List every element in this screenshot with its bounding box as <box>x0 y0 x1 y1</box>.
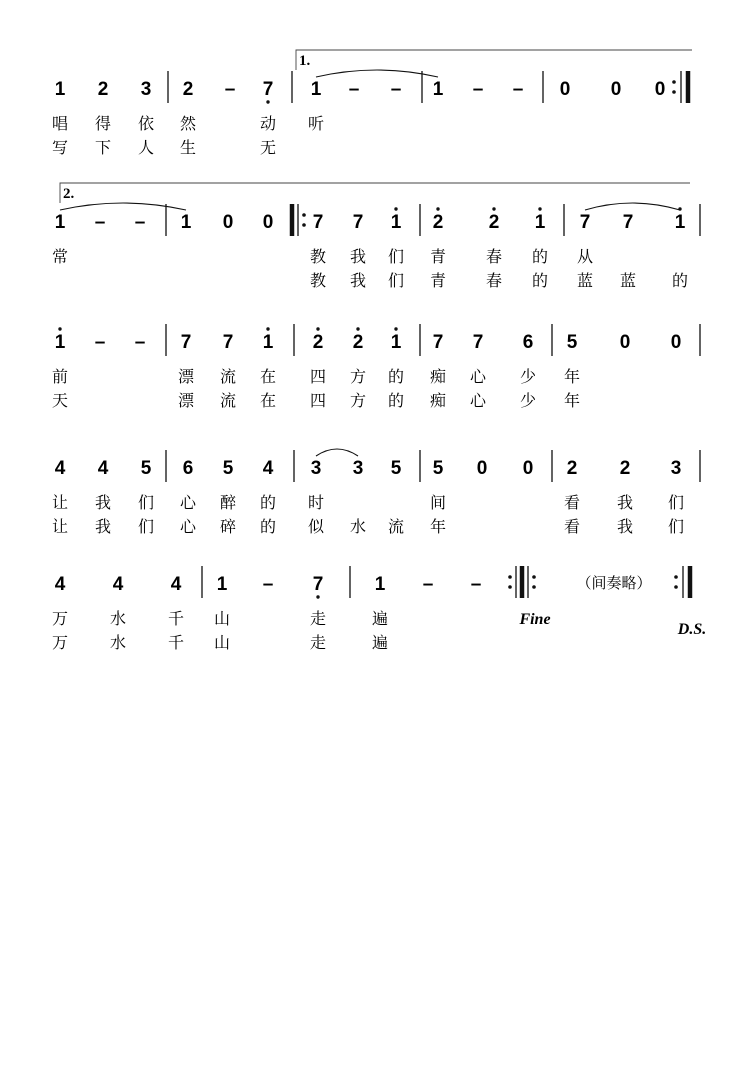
lyric-char: 间 <box>429 493 447 512</box>
jianpu-note: 7 <box>312 574 324 595</box>
repeat-dot <box>302 223 306 227</box>
lyric-char: 千 <box>167 633 185 652</box>
jianpu-note: 7 <box>352 212 364 233</box>
repeat-dot <box>532 585 536 589</box>
lyric-char: 蓝 <box>619 271 637 290</box>
lyric-char: 的 <box>387 391 405 410</box>
jianpu-note: 2 <box>619 458 631 479</box>
jianpu-note: 0 <box>670 332 682 353</box>
lyric-char: 心 <box>469 367 487 386</box>
jianpu-note: 1 <box>54 212 66 233</box>
tie-arc <box>316 70 438 77</box>
jianpu-note: 0 <box>559 79 571 100</box>
octave-high-dot <box>58 327 61 330</box>
lyric-char: 似 <box>307 517 325 536</box>
sustain-dash: – <box>134 332 146 353</box>
lyric-char: 然 <box>179 114 197 133</box>
lyric-char: 在 <box>259 367 277 386</box>
jianpu-note: 1 <box>432 79 444 100</box>
lyric-char: 青 <box>429 271 447 290</box>
jianpu-note: 3 <box>352 458 364 479</box>
lyric-char: 少 <box>519 367 537 386</box>
jianpu-note: 2 <box>432 212 444 233</box>
jianpu-note: 7 <box>222 332 234 353</box>
lyric-char: 春 <box>485 271 503 290</box>
lyric-char: 我 <box>616 493 634 512</box>
score-system <box>52 566 706 652</box>
lyric-char: 的 <box>387 367 405 386</box>
lyric-char: 年 <box>429 517 447 536</box>
lyric-char: 得 <box>94 114 112 133</box>
lyric-char: 痴 <box>429 367 447 386</box>
lyric-char: 们 <box>667 493 685 512</box>
lyric-char: 教 <box>309 271 327 290</box>
lyric-char: 万 <box>51 633 69 652</box>
jianpu-note: 0 <box>262 212 274 233</box>
lyric-char: 的 <box>531 247 549 266</box>
octave-high-dot <box>538 207 541 210</box>
repeat-dot <box>672 90 676 94</box>
sustain-dash: – <box>94 212 106 233</box>
jianpu-note: 5 <box>140 458 152 479</box>
repeat-dot <box>532 575 536 579</box>
jianpu-note: 4 <box>54 458 66 479</box>
tie-arc <box>60 203 186 210</box>
sustain-dash: – <box>94 332 106 353</box>
jianpu-note: 2 <box>182 79 194 100</box>
tie-arc <box>585 203 680 210</box>
lyric-char: 流 <box>219 367 237 386</box>
interlude-note: （间奏略） <box>576 574 652 592</box>
octave-high-dot <box>316 327 319 330</box>
lyric-char: 前 <box>51 367 69 386</box>
lyric-char: 写 <box>51 138 69 157</box>
jianpu-note: 1 <box>534 212 546 233</box>
tie-arc <box>316 449 358 456</box>
ds-mark: D.S. <box>677 621 707 638</box>
jianpu-note: 6 <box>182 458 194 479</box>
lyric-char: 从 <box>576 247 594 266</box>
jianpu-note: 2 <box>97 79 109 100</box>
lyric-char: 碎 <box>219 517 237 536</box>
lyric-char: 醉 <box>219 493 237 512</box>
octave-high-dot <box>266 327 269 330</box>
lyric-char: 我 <box>349 247 367 266</box>
jianpu-note: 7 <box>579 212 591 233</box>
octave-low-dot <box>266 100 269 103</box>
jianpu-note: 7 <box>622 212 634 233</box>
jianpu-note: 2 <box>312 332 324 353</box>
octave-high-dot <box>394 327 397 330</box>
lyric-char: 漂 <box>177 367 195 386</box>
lyric-char: 方 <box>349 367 367 386</box>
octave-high-dot <box>436 207 439 210</box>
volta-label: 2. <box>63 186 75 202</box>
jianpu-note: 7 <box>432 332 444 353</box>
lyric-char: 年 <box>563 367 581 386</box>
jianpu-note: 1 <box>54 332 66 353</box>
lyric-char: 的 <box>259 517 277 536</box>
fine-mark: Fine <box>519 611 551 628</box>
lyric-char: 们 <box>387 247 405 266</box>
sustain-dash: – <box>262 574 274 595</box>
jianpu-note: 2 <box>488 212 500 233</box>
jianpu-note: 1 <box>390 212 402 233</box>
lyric-char: 们 <box>667 517 685 536</box>
lyric-char: 的 <box>531 271 549 290</box>
volta-bracket <box>60 183 690 203</box>
sustain-dash: – <box>390 79 402 100</box>
lyric-char: 的 <box>671 271 689 290</box>
jianpu-note: 7 <box>262 79 274 100</box>
lyric-char: 们 <box>137 493 155 512</box>
jianpu-note: 3 <box>310 458 322 479</box>
lyric-char: 我 <box>94 493 112 512</box>
lyric-char: 人 <box>137 138 155 157</box>
lyric-char: 让 <box>51 493 69 512</box>
lyric-char: 听 <box>307 114 325 133</box>
jianpu-note: 7 <box>312 212 324 233</box>
jianpu-note: 0 <box>654 79 666 100</box>
lyric-char: 我 <box>616 517 634 536</box>
sustain-dash: – <box>134 212 146 233</box>
repeat-dot <box>672 80 676 84</box>
lyric-char: 在 <box>259 391 277 410</box>
lyric-char: 年 <box>563 391 581 410</box>
jianpu-note: 3 <box>670 458 682 479</box>
lyric-char: 唱 <box>51 114 69 133</box>
lyric-char: 动 <box>259 114 277 133</box>
octave-high-dot <box>394 207 397 210</box>
sustain-dash: – <box>422 574 434 595</box>
jianpu-note: 1 <box>390 332 402 353</box>
lyric-char: 心 <box>469 391 487 410</box>
lyric-char: 生 <box>179 138 197 157</box>
jianpu-note: 1 <box>180 212 192 233</box>
jianpu-note: 4 <box>262 458 274 479</box>
lyric-char: 走 <box>309 633 327 652</box>
lyric-char: 让 <box>51 517 69 536</box>
jianpu-note: 4 <box>170 574 182 595</box>
lyric-char: 少 <box>519 391 537 410</box>
lyric-char: 春 <box>485 247 503 266</box>
lyric-char: 我 <box>349 271 367 290</box>
repeat-dot <box>508 585 512 589</box>
sustain-dash: – <box>472 79 484 100</box>
jianpu-note: 1 <box>262 332 274 353</box>
lyric-char: 遍 <box>371 609 389 628</box>
lyric-char: 漂 <box>177 391 195 410</box>
jianpu-note: 5 <box>390 458 402 479</box>
jianpu-note: 1 <box>216 574 228 595</box>
lyric-char: 万 <box>51 609 69 628</box>
lyric-char: 遍 <box>371 633 389 652</box>
lyric-char: 天 <box>51 391 69 410</box>
lyric-char: 看 <box>563 517 581 536</box>
jianpu-note: 1 <box>674 212 686 233</box>
lyric-char: 水 <box>109 633 127 652</box>
lyric-char: 的 <box>259 493 277 512</box>
jianpu-note: 4 <box>54 574 66 595</box>
sustain-dash: – <box>512 79 524 100</box>
repeat-dot <box>508 575 512 579</box>
lyric-char: 们 <box>137 517 155 536</box>
lyric-char: 们 <box>387 271 405 290</box>
jianpu-note: 7 <box>472 332 484 353</box>
repeat-dot <box>674 585 678 589</box>
lyric-char: 水 <box>349 517 367 536</box>
sustain-dash: – <box>348 79 360 100</box>
volta-label: 1. <box>299 53 311 69</box>
lyric-char: 千 <box>167 609 185 628</box>
octave-low-dot <box>316 595 319 598</box>
lyric-char: 方 <box>349 391 367 410</box>
lyric-char: 走 <box>309 609 327 628</box>
jianpu-note: 1 <box>54 79 66 100</box>
jianpu-note: 3 <box>140 79 152 100</box>
lyric-char: 教 <box>309 247 327 266</box>
lyric-char: 常 <box>51 247 69 266</box>
octave-high-dot <box>356 327 359 330</box>
lyric-char: 蓝 <box>576 271 594 290</box>
jianpu-note: 5 <box>222 458 234 479</box>
lyric-char: 依 <box>137 114 155 133</box>
lyric-char: 水 <box>109 609 127 628</box>
score-system <box>52 449 700 536</box>
repeat-dot <box>302 213 306 217</box>
jianpu-note: 0 <box>610 79 622 100</box>
jianpu-note: 0 <box>476 458 488 479</box>
jianpu-note: 0 <box>222 212 234 233</box>
jianpu-note: 4 <box>112 574 124 595</box>
jianpu-note: 6 <box>522 332 534 353</box>
lyric-char: 心 <box>179 493 197 512</box>
repeat-dot <box>674 575 678 579</box>
lyric-char: 痴 <box>429 391 447 410</box>
sustain-dash: – <box>224 79 236 100</box>
score-system <box>52 324 700 410</box>
lyric-char: 流 <box>387 517 405 536</box>
lyric-char: 青 <box>429 247 447 266</box>
jianpu-note: 0 <box>522 458 534 479</box>
lyric-char: 我 <box>94 517 112 536</box>
lyric-char: 四 <box>309 391 327 410</box>
jianpu-note: 1 <box>374 574 386 595</box>
lyric-char: 流 <box>219 391 237 410</box>
lyric-char: 山 <box>213 609 231 628</box>
lyric-char: 下 <box>94 138 112 157</box>
jianpu-note: 7 <box>180 332 192 353</box>
lyric-char: 时 <box>307 493 325 512</box>
volta-bracket <box>296 50 692 70</box>
sustain-dash: – <box>470 574 482 595</box>
score-system <box>52 50 692 157</box>
jianpu-note: 1 <box>310 79 322 100</box>
score-system <box>52 183 700 290</box>
lyric-char: 无 <box>259 138 277 157</box>
jianpu-note: 4 <box>97 458 109 479</box>
lyric-char: 心 <box>179 517 197 536</box>
jianpu-note: 0 <box>619 332 631 353</box>
octave-high-dot <box>492 207 495 210</box>
jianpu-note: 2 <box>566 458 578 479</box>
jianpu-note: 2 <box>352 332 364 353</box>
jianpu-note: 5 <box>432 458 444 479</box>
jianpu-note: 5 <box>566 332 578 353</box>
lyric-char: 四 <box>309 367 327 386</box>
lyric-char: 山 <box>213 633 231 652</box>
lyric-char: 看 <box>563 493 581 512</box>
